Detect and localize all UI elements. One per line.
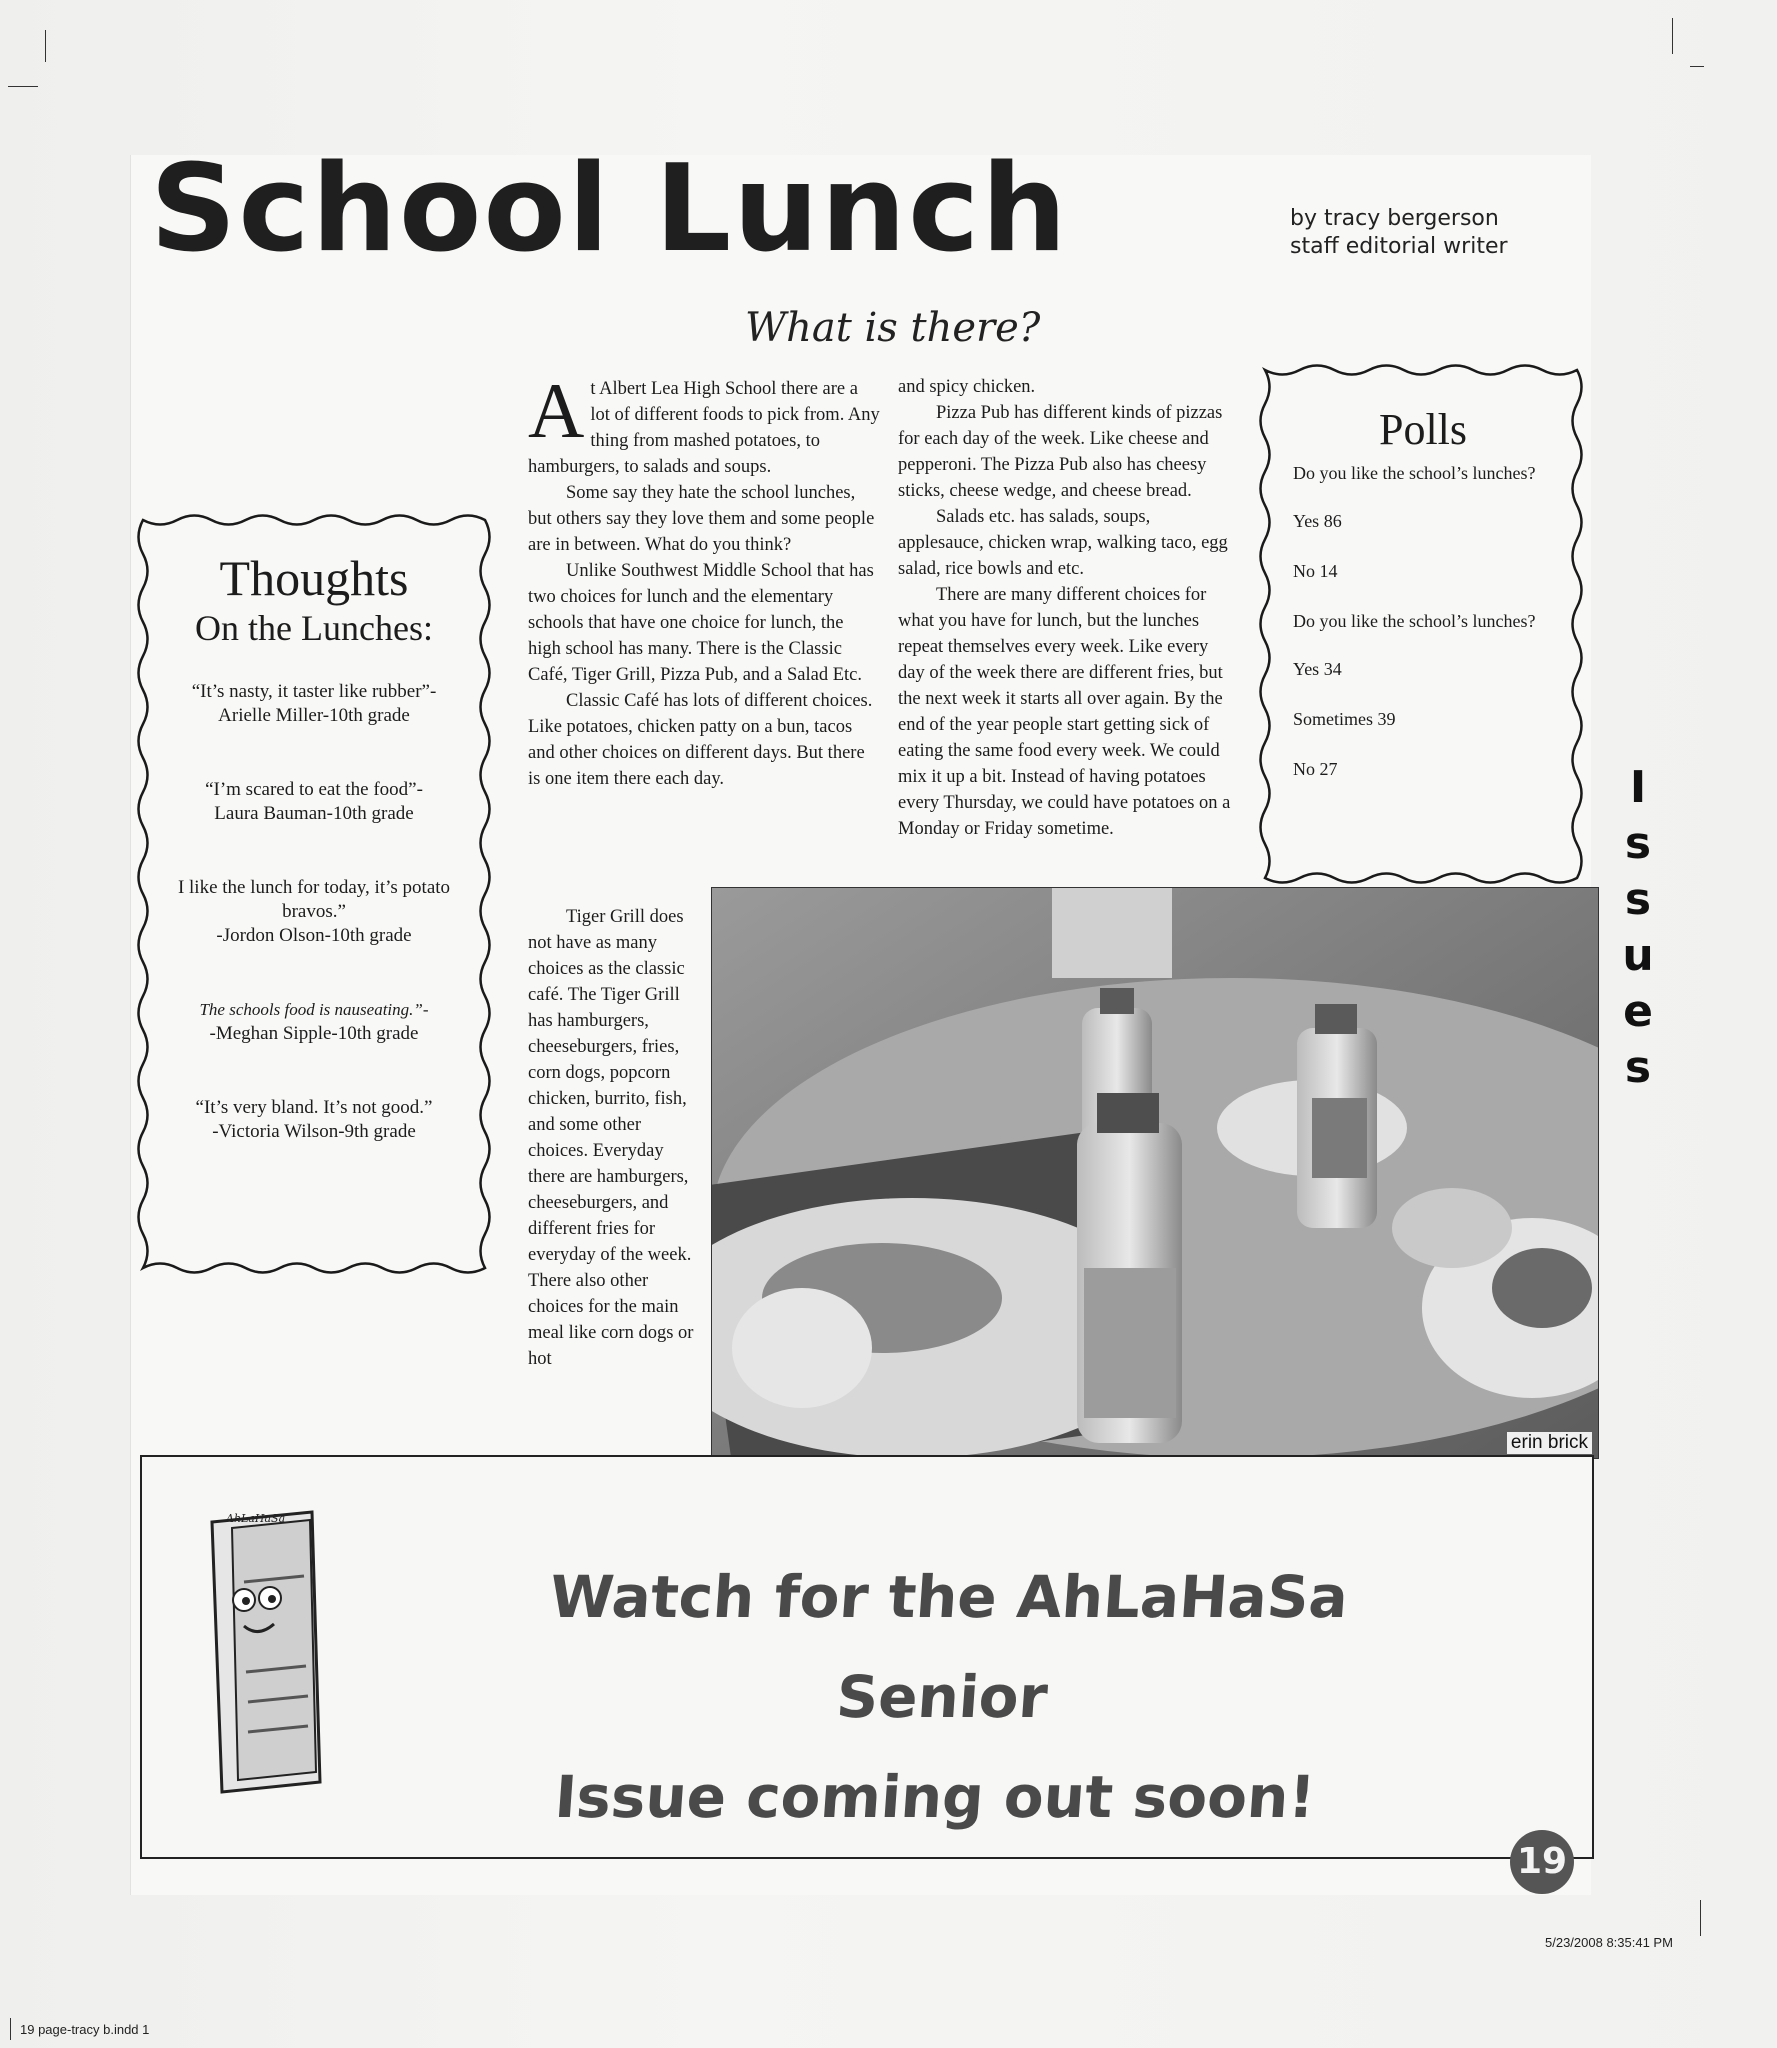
poll-result: Sometimes 39 (1293, 709, 1396, 729)
article-paragraph: and spicy chicken. (898, 377, 1036, 397)
section-letter: s (1624, 818, 1652, 869)
quote (153, 1096, 475, 1144)
article-paragraph: Tiger Grill does not have as many choices as the classic café. The Tiger Grill has hamburgers, cheeseburgers, fries, corn dogs, popcorn chicken, burrito, fish, and some other choices. Everyday there are hamburgers, cheeseburgers, and different fries for everyday of the week. There also other choices for the main meal like corn dogs or hot (528, 907, 694, 1369)
section-letter: u (1622, 930, 1654, 981)
thoughts-box (133, 510, 495, 1278)
section-letter: e (1623, 986, 1653, 1037)
section-letter: s (1624, 874, 1652, 925)
photo-illustration (712, 888, 1598, 1458)
article-paragraph: Classic Café has lots of different choices. Like potatoes, chicken patty on a bun, tacos and other choices on different days. But there is one item there each day. (528, 691, 873, 789)
crop-mark (1690, 66, 1704, 67)
page-title: School Lunch (150, 140, 1069, 279)
article-paragraph (528, 367, 880, 480)
article-subtitle: What is there? (745, 305, 1041, 351)
quote-attribution: Arielle Miller-10th grade (218, 705, 410, 726)
poll-question: Do you like the school’s lunches? (1293, 463, 1536, 483)
article-column-2 (898, 374, 1238, 842)
banner-text (482, 1547, 1403, 1847)
poll-result: Yes 86 (1293, 511, 1342, 531)
article-paragraph: There are many different choices for what you have for lunch, but the lunches repeat themselves every week. Like every day of the week there are different fries, but the next week it starts all over again. By the end of the year people start getting sick of eating the same food every week. We could mix it up a bit. Instead of having potatoes every Thursday, we could have potatoes on a Monday or Friday sometime. (898, 585, 1231, 839)
article-paragraph: Pizza Pub has different kinds of pizzas for each day of the week. Like cheese and pepperoni. The Pizza Pub also has cheesy sticks, cheese wedge, and cheese bread. (898, 403, 1223, 501)
section-letter: I (1629, 762, 1647, 813)
quote-text: “It’s nasty, it taster like rubber”- (191, 681, 437, 702)
quote (153, 778, 475, 826)
thoughts-content (153, 550, 475, 1194)
thoughts-subtitle: On the Lunches: (195, 608, 433, 648)
article-paragraph: Unlike Southwest Middle School that has two choices for lunch and the elementary schools that have one choice for lunch, the high school has many. There is the Classic Café, Tiger Grill, Pizza Pub, and a Salad Etc. (528, 561, 874, 685)
byline-role: staff editorial writer (1290, 234, 1508, 259)
section-letter: s (1624, 1042, 1652, 1093)
quote-attribution: -Meghan Sipple-10th grade (209, 1023, 419, 1044)
byline (1290, 205, 1508, 261)
photo-credit: erin brick (1507, 1432, 1592, 1454)
poll-result: Yes 34 (1293, 659, 1342, 679)
article-paragraph: Some say they hate the school lunches, but others say they love them and some people are in between. What do you think? (528, 483, 875, 555)
drop-cap: A (528, 367, 585, 454)
senior-issue-banner (140, 1455, 1594, 1859)
lunch-photo (711, 887, 1599, 1459)
article-paragraph: Salads etc. has salads, soups, applesauce, chicken wrap, walking taco, egg salad, rice bowls and etc. (898, 507, 1228, 579)
thoughts-title: Thoughts (219, 550, 409, 606)
section-label-issues (1608, 760, 1668, 1096)
page-number: 19 (1510, 1830, 1574, 1894)
quote-text: “It’s very bland. It’s not good.” (195, 1097, 433, 1118)
mascot-label: AhLaHaSa (226, 1512, 286, 1525)
poll-result: No 27 (1293, 759, 1338, 779)
banner-line-2: Issue coming out soon! (552, 1763, 1318, 1831)
paragraph-text: t Albert Lea High School there are a lot of different foods to pick from. Any thing from mashed potatoes, to hamburgers, to salads and soups. (528, 379, 880, 477)
banner-line-1: Watch for the AhLaHaSa Senior (547, 1563, 1351, 1731)
poll-result: No 14 (1293, 561, 1338, 581)
article-column-1 (528, 367, 880, 792)
quote-text: I like the lunch for today, it’s potato bravos.” (177, 877, 451, 922)
quote-attribution: -Victoria Wilson-9th grade (212, 1121, 416, 1142)
file-slug: 19 page-tracy b.indd 1 (20, 2022, 150, 2037)
article-column-1-narrow (528, 904, 698, 1372)
print-date-stamp: 5/23/2008 8:35:41 PM (1545, 1935, 1673, 1950)
crop-mark (10, 2018, 11, 2040)
quote (153, 998, 475, 1046)
byline-name: by tracy bergerson (1290, 206, 1499, 231)
quote-attribution: Laura Bauman-10th grade (214, 803, 414, 824)
quote-text: “I’m scared to eat the food”- (205, 779, 423, 800)
crop-mark (45, 30, 46, 62)
polls-box (1255, 360, 1587, 888)
quote (153, 876, 475, 948)
crop-mark (1700, 1900, 1701, 1936)
quote-attribution: -Jordon Olson-10th grade (216, 925, 412, 946)
newspaper-mascot-icon (192, 1502, 332, 1807)
crop-mark (8, 86, 38, 87)
polls-title: Polls (1378, 405, 1468, 454)
quote (153, 680, 475, 728)
quote-text: The schools food is nauseating.”- (199, 1000, 429, 1019)
polls-content (1293, 404, 1553, 806)
crop-mark (1672, 18, 1673, 54)
poll-question: Do you like the school’s lunches? (1293, 611, 1536, 631)
